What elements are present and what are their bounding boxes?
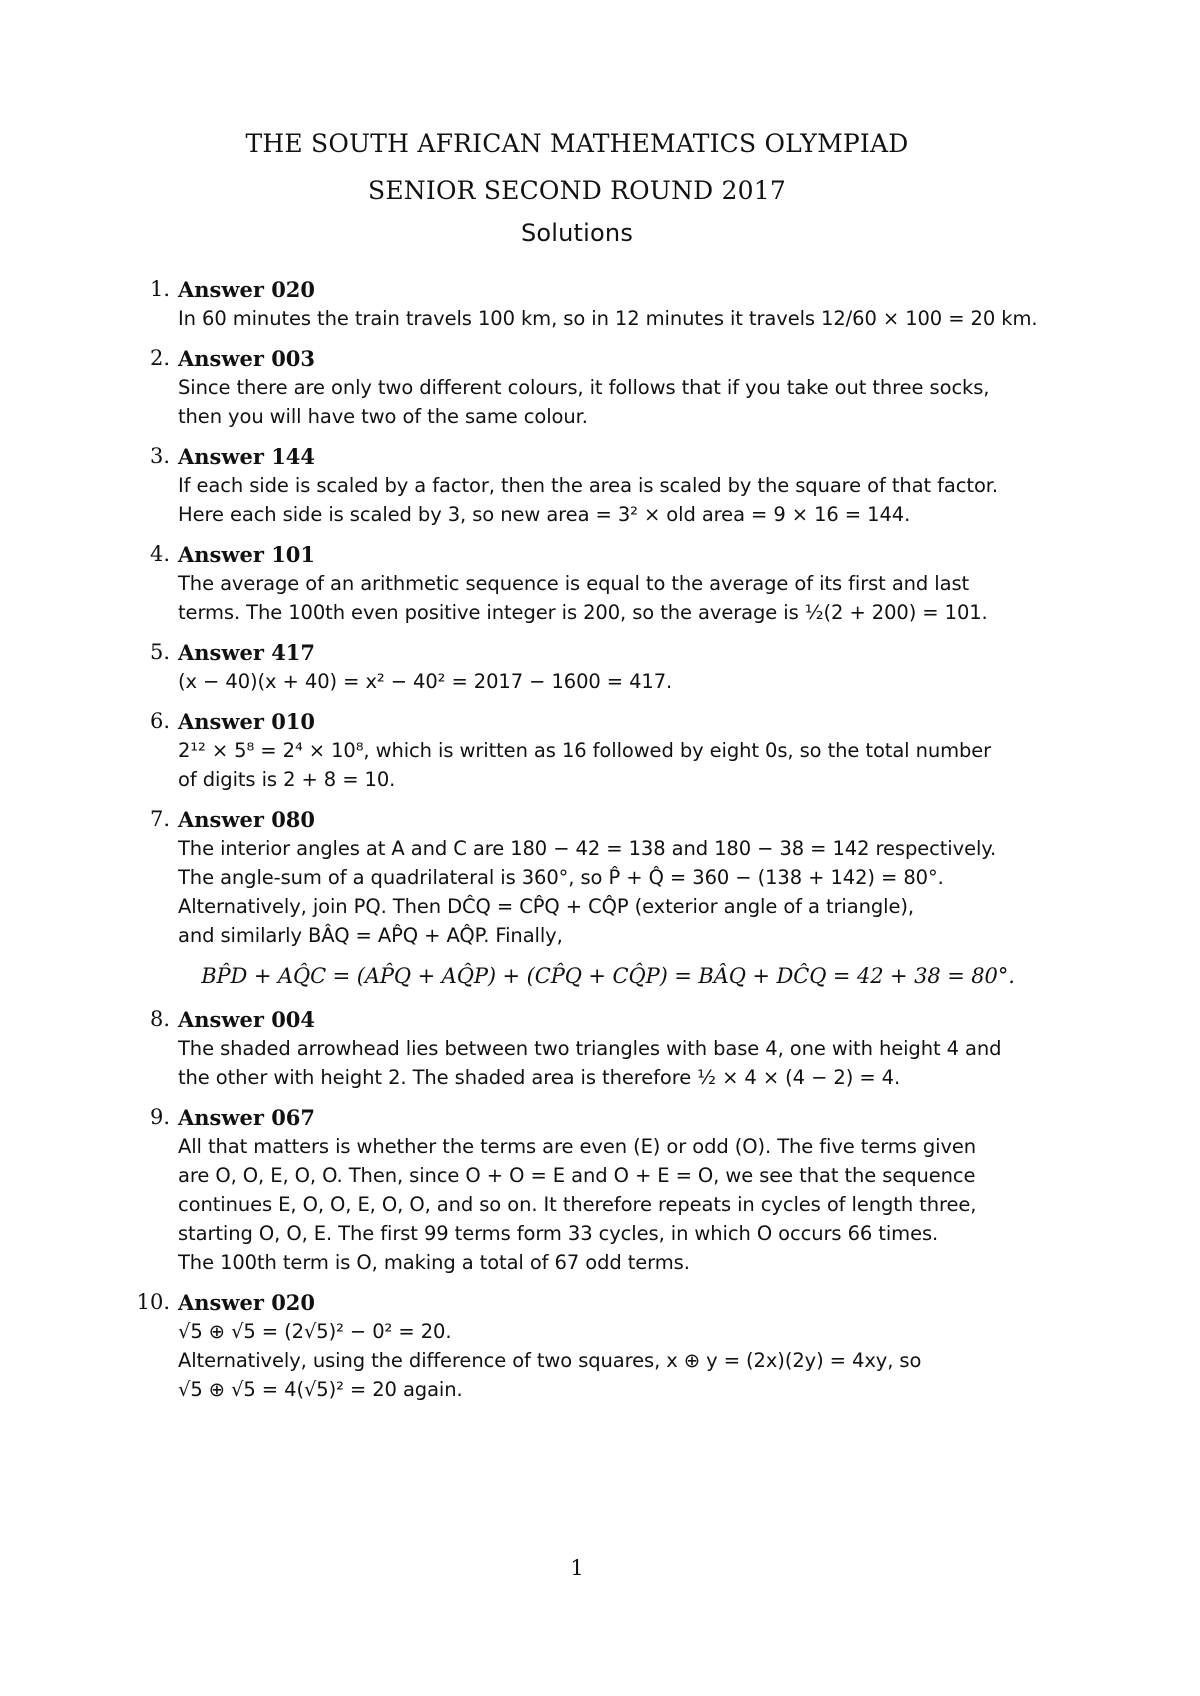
solution-text-line: and similarly BÂQ = AP̂Q + AQ̂P. Finally,: [178, 924, 563, 947]
title-line-2: SENIOR SECOND ROUND 2017: [368, 176, 786, 205]
solution-text-line: The interior angles at A and C are 180 − 42 = 138 and 180 − 38 = 142 respectively.: [178, 837, 997, 860]
solution-number: 7.: [149, 807, 170, 831]
title-line-1: THE SOUTH AFRICAN MATHEMATICS OLYMPIAD: [245, 129, 909, 158]
solution-text-line: The 100th term is O, making a total of 67 odd terms.: [178, 1251, 690, 1274]
answer-heading: Answer 020: [178, 277, 316, 302]
solutions-list: [136, 275, 1038, 1415]
solution-text-line: Since there are only two different colours, it follows that if you take out three socks,: [178, 376, 990, 399]
solution-item: [149, 540, 1038, 627]
solution-number: 10.: [136, 1290, 170, 1314]
solution-number: 2.: [149, 346, 170, 370]
solution-text-line: 2¹² × 5⁸ = 2⁴ × 10⁸, which is written as 16 followed by eight 0s, so the total number: [178, 739, 992, 762]
solution-item: [149, 805, 1038, 991]
page-number: 1: [570, 1556, 584, 1580]
answer-heading: Answer 004: [178, 1007, 316, 1032]
solution-item: [149, 1103, 1038, 1277]
solution-text-line: (x − 40)(x + 40) = x² − 40² = 2017 − 1600 = 417.: [178, 670, 673, 693]
answer-heading: Answer 003: [178, 346, 316, 371]
solution-item: [149, 638, 1038, 696]
solution-text-line: terms. The 100th even positive integer is 200, so the average is ½(2 + 200) = 101.: [178, 601, 988, 624]
solution-item: [149, 275, 1038, 333]
answer-heading: Answer 010: [178, 709, 316, 734]
solution-number: 3.: [149, 444, 170, 468]
answer-heading: Answer 144: [178, 444, 316, 469]
document-header: [0, 128, 1154, 249]
solution-item: [149, 1005, 1038, 1092]
solution-text-line: Alternatively, using the difference of two squares, x ⊕ y = (2x)(2y) = 4xy, so: [178, 1349, 922, 1372]
answer-heading: Answer 080: [178, 807, 316, 832]
solution-text-line: Here each side is scaled by 3, so new area = 3² × old area = 9 × 16 = 144.: [178, 503, 911, 526]
solution-text-line: All that matters is whether the terms are even (E) or odd (O). The five terms given: [178, 1135, 977, 1158]
solution-text-line: √5 ⊕ √5 = 4(√5)² = 20 again.: [178, 1378, 463, 1401]
display-equation: BP̂D + AQ̂C = (AP̂Q + AQ̂P) + (CP̂Q + CQ̂P) = BÂQ + DĈQ = 42 + 38 = 80°.: [201, 964, 1015, 988]
solution-number: 9.: [149, 1105, 170, 1129]
title-line-3: Solutions: [520, 219, 634, 247]
solution-number: 6.: [149, 709, 170, 733]
solution-text-line: The angle-sum of a quadrilateral is 360°, so P̂ + Q̂ = 360 − (138 + 142) = 80°.: [178, 866, 944, 889]
solution-text-line: of digits is 2 + 8 = 10.: [178, 768, 396, 791]
solution-item: [136, 1288, 1038, 1404]
solution-number: 5.: [149, 640, 170, 664]
solution-number: 1.: [149, 277, 170, 301]
solution-text-line: √5 ⊕ √5 = (2√5)² − 0² = 20.: [178, 1320, 452, 1343]
solution-text-line: The shaded arrowhead lies between two triangles with base 4, one with height 4 and: [178, 1037, 1002, 1060]
solution-text-line: In 60 minutes the train travels 100 km, so in 12 minutes it travels 12/60 × 100 = 20 km.: [178, 307, 1038, 330]
answer-heading: Answer 101: [178, 542, 316, 567]
solution-text-line: starting O, O, E. The first 99 terms form 33 cycles, in which O occurs 66 times.: [178, 1222, 939, 1245]
solution-text-line: If each side is scaled by a factor, then the area is scaled by the square of that factor.: [178, 474, 998, 497]
solution-number: 4.: [149, 542, 170, 566]
solution-number: 8.: [149, 1007, 170, 1031]
solution-item: [149, 442, 1038, 529]
solution-item: [149, 344, 1038, 431]
solution-text-line: are O, O, E, O, O. Then, since O + O = E and O + E = O, we see that the sequence: [178, 1164, 976, 1187]
answer-heading: Answer 020: [178, 1290, 316, 1315]
solution-text-line: Alternatively, join PQ. Then DĈQ = CP̂Q + CQ̂P (exterior angle of a triangle),: [178, 895, 914, 918]
solution-item: [149, 707, 1038, 794]
solution-text-line: The average of an arithmetic sequence is equal to the average of its first and last: [178, 572, 970, 595]
solution-text-line: the other with height 2. The shaded area is therefore ½ × 4 × (4 − 2) = 4.: [178, 1066, 901, 1089]
answer-heading: Answer 067: [178, 1105, 316, 1130]
solution-text-line: then you will have two of the same colour.: [178, 405, 588, 428]
solution-text-line: continues E, O, O, E, O, O, and so on. It therefore repeats in cycles of length three,: [178, 1193, 977, 1216]
answer-heading: Answer 417: [178, 640, 316, 665]
